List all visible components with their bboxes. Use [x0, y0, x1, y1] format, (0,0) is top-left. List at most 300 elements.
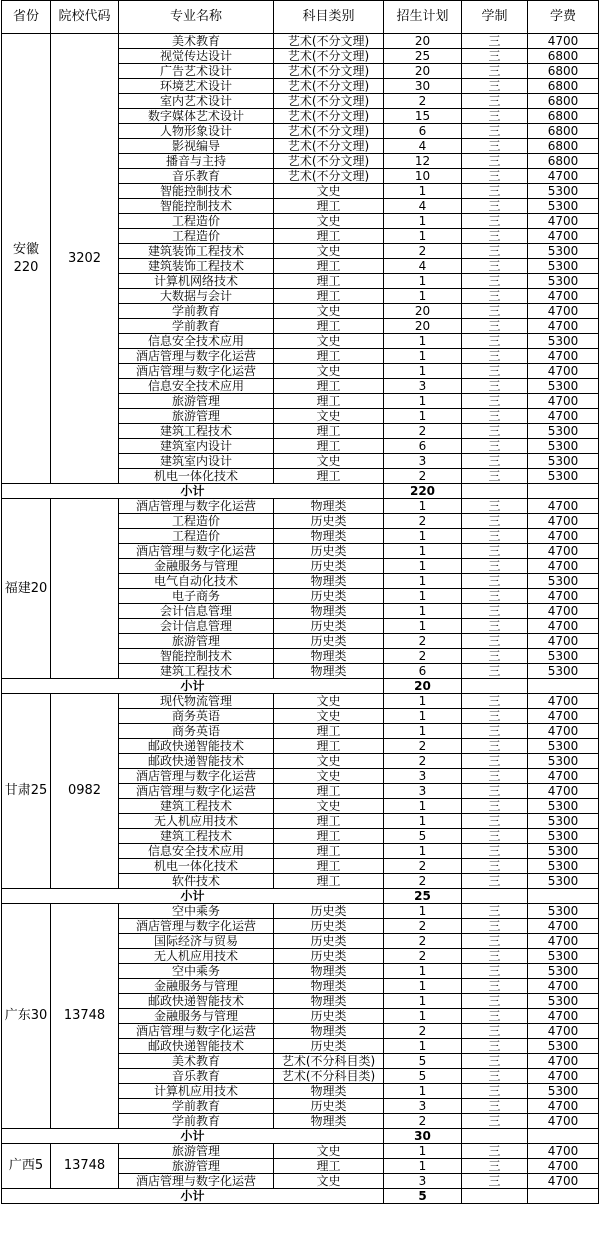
subject-category-cell: 文史 [274, 1144, 384, 1159]
subject-category-cell: 艺术(不分文理) [274, 139, 384, 154]
subject-category-cell: 艺术(不分文理) [274, 109, 384, 124]
duration-cell: 三 [462, 739, 528, 754]
subject-category-cell: 理工 [274, 469, 384, 484]
tuition-cell: 5300 [528, 829, 599, 844]
major-name-cell: 学前教育 [119, 1099, 274, 1114]
enrollment-plan-cell: 2 [384, 754, 462, 769]
tuition-cell: 4700 [528, 304, 599, 319]
tuition-cell: 4700 [528, 634, 599, 649]
column-header: 院校代码 [51, 1, 119, 34]
subject-category-cell: 历史类 [274, 589, 384, 604]
subject-category-cell: 历史类 [274, 934, 384, 949]
subtotal-empty [528, 1189, 599, 1204]
subject-category-cell: 理工 [274, 439, 384, 454]
enrollment-plan-cell: 2 [384, 934, 462, 949]
tuition-cell: 5300 [528, 424, 599, 439]
duration-cell: 三 [462, 589, 528, 604]
major-name-cell: 邮政快递智能技术 [119, 994, 274, 1009]
major-name-cell: 邮政快递智能技术 [119, 1039, 274, 1054]
duration-cell: 三 [462, 709, 528, 724]
tuition-cell: 5300 [528, 844, 599, 859]
subject-category-cell: 艺术(不分文理) [274, 94, 384, 109]
enrollment-plan-cell: 1 [384, 619, 462, 634]
duration-cell: 三 [462, 184, 528, 199]
duration-cell: 三 [462, 664, 528, 679]
major-name-cell: 建筑装饰工程技术 [119, 244, 274, 259]
duration-cell: 三 [462, 409, 528, 424]
major-name-cell: 软件技术 [119, 874, 274, 889]
enrollment-plan-cell: 2 [384, 919, 462, 934]
duration-cell: 三 [462, 1144, 528, 1159]
major-name-cell: 酒店管理与数字化运营 [119, 1174, 274, 1189]
subtotal-empty [462, 679, 528, 694]
tuition-cell: 4700 [528, 1144, 599, 1159]
duration-cell: 三 [462, 454, 528, 469]
table-row [2, 499, 599, 514]
major-name-cell: 计算机应用技术 [119, 1084, 274, 1099]
enrollment-plan-cell: 2 [384, 469, 462, 484]
enrollment-plan-cell: 4 [384, 199, 462, 214]
subject-category-cell: 理工 [274, 394, 384, 409]
major-name-cell: 美术教育 [119, 34, 274, 49]
column-header: 省份 [2, 1, 51, 34]
enrollment-plan-cell: 1 [384, 529, 462, 544]
major-name-cell: 机电一体化技术 [119, 469, 274, 484]
subject-category-cell: 文史 [274, 799, 384, 814]
duration-cell: 三 [462, 49, 528, 64]
enrollment-plan-cell: 1 [384, 334, 462, 349]
major-name-cell: 视觉传达设计 [119, 49, 274, 64]
major-name-cell: 大数据与会计 [119, 289, 274, 304]
tuition-cell: 4700 [528, 1069, 599, 1084]
subtotal-label: 小计 [2, 889, 384, 904]
duration-cell: 三 [462, 574, 528, 589]
enrollment-plan-cell: 5 [384, 1054, 462, 1069]
major-name-cell: 电子商务 [119, 589, 274, 604]
duration-cell: 三 [462, 154, 528, 169]
major-name-cell: 金融服务与管理 [119, 1009, 274, 1024]
duration-cell: 三 [462, 109, 528, 124]
tuition-cell: 4700 [528, 1159, 599, 1174]
major-name-cell: 学前教育 [119, 319, 274, 334]
enrollment-plan-cell: 1 [384, 1159, 462, 1174]
tuition-cell: 5300 [528, 334, 599, 349]
enrollment-plan-cell: 15 [384, 109, 462, 124]
enrollment-plan-cell: 2 [384, 634, 462, 649]
tuition-cell: 4700 [528, 289, 599, 304]
province-cell: 安徽 220 [2, 34, 51, 484]
subject-category-cell: 理工 [274, 379, 384, 394]
enrollment-plan-cell: 25 [384, 49, 462, 64]
duration-cell: 三 [462, 424, 528, 439]
tuition-cell: 5300 [528, 259, 599, 274]
subject-category-cell: 物理类 [274, 574, 384, 589]
duration-cell: 三 [462, 499, 528, 514]
header-row [2, 1, 599, 34]
major-name-cell: 智能控制技术 [119, 199, 274, 214]
major-name-cell: 现代物流管理 [119, 694, 274, 709]
major-name-cell: 酒店管理与数字化运营 [119, 769, 274, 784]
enrollment-plan-cell: 1 [384, 1039, 462, 1054]
major-name-cell: 播音与主持 [119, 154, 274, 169]
subject-category-cell: 艺术(不分文理) [274, 79, 384, 94]
tuition-cell: 4700 [528, 1099, 599, 1114]
subject-category-cell: 文史 [274, 184, 384, 199]
subject-category-cell: 艺术(不分文理) [274, 64, 384, 79]
subject-category-cell: 理工 [274, 724, 384, 739]
school-code-cell: 13748 [51, 904, 119, 1129]
major-name-cell: 电气自动化技术 [119, 574, 274, 589]
tuition-cell: 4700 [528, 1054, 599, 1069]
subject-category-cell: 理工 [274, 289, 384, 304]
province-cell: 广东30 [2, 904, 51, 1129]
subtotal-empty [462, 484, 528, 499]
tuition-cell: 5300 [528, 649, 599, 664]
major-name-cell: 无人机应用技术 [119, 949, 274, 964]
subject-category-cell: 历史类 [274, 919, 384, 934]
enrollment-plan-cell: 1 [384, 694, 462, 709]
enrollment-plan-cell: 1 [384, 979, 462, 994]
column-header: 招生计划 [384, 1, 462, 34]
duration-cell: 三 [462, 919, 528, 934]
province-cell: 甘肃25 [2, 694, 51, 889]
subject-category-cell: 文史 [274, 334, 384, 349]
tuition-cell: 4700 [528, 229, 599, 244]
enrollment-plan-cell: 1 [384, 229, 462, 244]
subtotal-empty [528, 484, 599, 499]
enrollment-plan-cell: 1 [384, 559, 462, 574]
subject-category-cell: 文史 [274, 304, 384, 319]
duration-cell: 三 [462, 214, 528, 229]
subject-category-cell: 物理类 [274, 994, 384, 1009]
subject-category-cell: 理工 [274, 814, 384, 829]
enrollment-plan-cell: 2 [384, 874, 462, 889]
subject-category-cell: 历史类 [274, 559, 384, 574]
enrollment-plan-cell: 1 [384, 184, 462, 199]
enrollment-plan-cell: 1 [384, 289, 462, 304]
subject-category-cell: 文史 [274, 694, 384, 709]
tuition-cell: 4700 [528, 769, 599, 784]
major-name-cell: 旅游管理 [119, 634, 274, 649]
subtotal-value: 20 [384, 679, 462, 694]
duration-cell: 三 [462, 94, 528, 109]
duration-cell: 三 [462, 394, 528, 409]
major-name-cell: 旅游管理 [119, 394, 274, 409]
enrollment-plan-cell: 5 [384, 829, 462, 844]
enrollment-plan-cell: 1 [384, 589, 462, 604]
tuition-cell: 5300 [528, 1084, 599, 1099]
duration-cell: 三 [462, 874, 528, 889]
duration-cell: 三 [462, 1054, 528, 1069]
enrollment-plan-cell: 20 [384, 34, 462, 49]
tuition-cell: 5300 [528, 754, 599, 769]
duration-cell: 三 [462, 994, 528, 1009]
subject-category-cell: 文史 [274, 409, 384, 424]
major-name-cell: 计算机网络技术 [119, 274, 274, 289]
tuition-cell: 4700 [528, 1174, 599, 1189]
duration-cell: 三 [462, 244, 528, 259]
subject-category-cell: 历史类 [274, 904, 384, 919]
tuition-cell: 4700 [528, 364, 599, 379]
duration-cell: 三 [462, 859, 528, 874]
enrollment-plan-cell: 1 [384, 394, 462, 409]
tuition-cell: 4700 [528, 529, 599, 544]
tuition-cell: 4700 [528, 979, 599, 994]
tuition-cell: 5300 [528, 949, 599, 964]
major-name-cell: 信息安全技术应用 [119, 379, 274, 394]
major-name-cell: 建筑室内设计 [119, 454, 274, 469]
duration-cell: 三 [462, 514, 528, 529]
duration-cell: 三 [462, 559, 528, 574]
tuition-cell: 4700 [528, 499, 599, 514]
enrollment-plan-cell: 1 [384, 214, 462, 229]
duration-cell: 三 [462, 964, 528, 979]
major-name-cell: 机电一体化技术 [119, 859, 274, 874]
enrollment-plan-cell: 3 [384, 769, 462, 784]
major-name-cell: 国际经济与贸易 [119, 934, 274, 949]
duration-cell: 三 [462, 1159, 528, 1174]
tuition-cell: 5300 [528, 199, 599, 214]
duration-cell: 三 [462, 1084, 528, 1099]
tuition-cell: 5300 [528, 244, 599, 259]
subject-category-cell: 艺术(不分文理) [274, 49, 384, 64]
enrollment-plan-cell: 1 [384, 274, 462, 289]
tuition-cell: 5300 [528, 994, 599, 1009]
tuition-cell: 4700 [528, 319, 599, 334]
enrollment-plan-cell: 2 [384, 244, 462, 259]
tuition-cell: 5300 [528, 379, 599, 394]
subject-category-cell: 理工 [274, 274, 384, 289]
duration-cell: 三 [462, 319, 528, 334]
column-header: 科目类别 [274, 1, 384, 34]
subtotal-row [2, 484, 599, 499]
tuition-cell: 4700 [528, 544, 599, 559]
tuition-cell: 4700 [528, 934, 599, 949]
enrollment-plan-cell: 1 [384, 544, 462, 559]
major-name-cell: 工程造价 [119, 229, 274, 244]
duration-cell: 三 [462, 469, 528, 484]
tuition-cell: 4700 [528, 1024, 599, 1039]
subtotal-empty [462, 1189, 528, 1204]
table-row [2, 1144, 599, 1159]
major-name-cell: 工程造价 [119, 514, 274, 529]
duration-cell: 三 [462, 304, 528, 319]
subject-category-cell: 物理类 [274, 979, 384, 994]
enrollment-plan-cell: 2 [384, 514, 462, 529]
duration-cell: 三 [462, 949, 528, 964]
subject-category-cell: 历史类 [274, 634, 384, 649]
subject-category-cell: 理工 [274, 784, 384, 799]
enrollment-plan-cell: 3 [384, 454, 462, 469]
subject-category-cell: 物理类 [274, 1084, 384, 1099]
tuition-cell: 4700 [528, 514, 599, 529]
subject-category-cell: 艺术(不分文理) [274, 124, 384, 139]
enrollment-plan-cell: 1 [384, 574, 462, 589]
tuition-cell: 4700 [528, 214, 599, 229]
subject-category-cell: 理工 [274, 1159, 384, 1174]
duration-cell: 三 [462, 904, 528, 919]
column-header: 学制 [462, 1, 528, 34]
school-code-cell: 3202 [51, 34, 119, 484]
subtotal-row [2, 1189, 599, 1204]
tuition-cell: 6800 [528, 49, 599, 64]
tuition-cell: 6800 [528, 64, 599, 79]
duration-cell: 三 [462, 799, 528, 814]
subject-category-cell: 文史 [274, 769, 384, 784]
enrollment-plan-cell: 2 [384, 859, 462, 874]
duration-cell: 三 [462, 34, 528, 49]
subject-category-cell: 理工 [274, 349, 384, 364]
major-name-cell: 会计信息管理 [119, 619, 274, 634]
major-name-cell: 商务英语 [119, 724, 274, 739]
major-name-cell: 建筑工程技术 [119, 424, 274, 439]
subtotal-empty [528, 1129, 599, 1144]
major-name-cell: 酒店管理与数字化运营 [119, 499, 274, 514]
duration-cell: 三 [462, 289, 528, 304]
major-name-cell: 空中乘务 [119, 904, 274, 919]
enrollment-plan-cell: 5 [384, 1069, 462, 1084]
duration-cell: 三 [462, 529, 528, 544]
major-name-cell: 建筑工程技术 [119, 829, 274, 844]
major-name-cell: 工程造价 [119, 529, 274, 544]
subject-category-cell: 历史类 [274, 1009, 384, 1024]
tuition-cell: 5300 [528, 739, 599, 754]
major-name-cell: 建筑装饰工程技术 [119, 259, 274, 274]
duration-cell: 三 [462, 604, 528, 619]
tuition-cell: 6800 [528, 139, 599, 154]
enrollment-plan-cell: 3 [384, 784, 462, 799]
tuition-cell: 4700 [528, 409, 599, 424]
enrollment-plan-cell: 20 [384, 319, 462, 334]
tuition-cell: 4700 [528, 724, 599, 739]
enrollment-plan-cell: 1 [384, 904, 462, 919]
subject-category-cell: 艺术(不分文理) [274, 169, 384, 184]
subject-category-cell: 文史 [274, 709, 384, 724]
major-name-cell: 音乐教育 [119, 169, 274, 184]
major-name-cell: 信息安全技术应用 [119, 844, 274, 859]
major-name-cell: 无人机应用技术 [119, 814, 274, 829]
major-name-cell: 智能控制技术 [119, 184, 274, 199]
tuition-cell: 5300 [528, 964, 599, 979]
duration-cell: 三 [462, 124, 528, 139]
subject-category-cell: 理工 [274, 859, 384, 874]
subtotal-value: 5 [384, 1189, 462, 1204]
subject-category-cell: 历史类 [274, 544, 384, 559]
subtotal-row [2, 679, 599, 694]
subtotal-row [2, 1129, 599, 1144]
major-name-cell: 美术教育 [119, 1054, 274, 1069]
enrollment-plan-cell: 1 [384, 709, 462, 724]
enrollment-plan-cell: 1 [384, 1144, 462, 1159]
duration-cell: 三 [462, 379, 528, 394]
major-name-cell: 学前教育 [119, 1114, 274, 1129]
enrollment-plan-cell: 2 [384, 424, 462, 439]
major-name-cell: 酒店管理与数字化运营 [119, 349, 274, 364]
subject-category-cell: 理工 [274, 874, 384, 889]
enrollment-plan-cell: 1 [384, 409, 462, 424]
tuition-cell: 5300 [528, 574, 599, 589]
tuition-cell: 5300 [528, 799, 599, 814]
major-name-cell: 旅游管理 [119, 409, 274, 424]
duration-cell: 三 [462, 649, 528, 664]
subtotal-empty [462, 1129, 528, 1144]
duration-cell: 三 [462, 1039, 528, 1054]
subtotal-label: 小计 [2, 1189, 384, 1204]
duration-cell: 三 [462, 769, 528, 784]
subtotal-label: 小计 [2, 484, 384, 499]
major-name-cell: 旅游管理 [119, 1159, 274, 1174]
school-code-cell: 0982 [51, 694, 119, 889]
duration-cell: 三 [462, 349, 528, 364]
duration-cell: 三 [462, 784, 528, 799]
tuition-cell: 6800 [528, 94, 599, 109]
duration-cell: 三 [462, 139, 528, 154]
subject-category-cell: 艺术(不分文理) [274, 154, 384, 169]
enrollment-plan-cell: 1 [384, 964, 462, 979]
enrollment-plan-cell: 20 [384, 304, 462, 319]
province-cell: 福建20 [2, 499, 51, 679]
duration-cell: 三 [462, 169, 528, 184]
tuition-cell: 5300 [528, 904, 599, 919]
duration-cell: 三 [462, 1114, 528, 1129]
subtotal-value: 25 [384, 889, 462, 904]
tuition-cell: 4700 [528, 619, 599, 634]
table-row [2, 904, 599, 919]
major-name-cell: 音乐教育 [119, 1069, 274, 1084]
enrollment-plan-cell: 1 [384, 844, 462, 859]
enrollment-plan-cell: 20 [384, 64, 462, 79]
enrollment-plan-cell: 1 [384, 499, 462, 514]
subject-category-cell: 理工 [274, 829, 384, 844]
major-name-cell: 建筑工程技术 [119, 664, 274, 679]
enrollment-plan-cell: 6 [384, 439, 462, 454]
subject-category-cell: 物理类 [274, 604, 384, 619]
duration-cell: 三 [462, 1069, 528, 1084]
subject-category-cell: 理工 [274, 739, 384, 754]
duration-cell: 三 [462, 1024, 528, 1039]
subject-category-cell: 文史 [274, 364, 384, 379]
major-name-cell: 旅游管理 [119, 1144, 274, 1159]
subject-category-cell: 历史类 [274, 514, 384, 529]
subject-category-cell: 物理类 [274, 664, 384, 679]
province-cell: 广西5 [2, 1144, 51, 1189]
subject-category-cell: 历史类 [274, 1039, 384, 1054]
table-row [2, 694, 599, 709]
enrollment-plan-cell: 2 [384, 1114, 462, 1129]
tuition-cell: 6800 [528, 124, 599, 139]
duration-cell: 三 [462, 619, 528, 634]
duration-cell: 三 [462, 1174, 528, 1189]
enrollment-plan-cell: 1 [384, 1009, 462, 1024]
school-code-cell: 13748 [51, 1144, 119, 1189]
tuition-cell: 5300 [528, 814, 599, 829]
duration-cell: 三 [462, 814, 528, 829]
enrollment-plan-cell: 12 [384, 154, 462, 169]
subject-category-cell: 理工 [274, 199, 384, 214]
column-header: 专业名称 [119, 1, 274, 34]
subject-category-cell: 物理类 [274, 1114, 384, 1129]
subtotal-empty [462, 889, 528, 904]
subtotal-label: 小计 [2, 1129, 384, 1144]
subject-category-cell: 历史类 [274, 619, 384, 634]
duration-cell: 三 [462, 229, 528, 244]
tuition-cell: 4700 [528, 349, 599, 364]
duration-cell: 三 [462, 694, 528, 709]
major-name-cell: 金融服务与管理 [119, 559, 274, 574]
major-name-cell: 会计信息管理 [119, 604, 274, 619]
subject-category-cell: 艺术(不分文理) [274, 34, 384, 49]
enrollment-plan-cell: 4 [384, 259, 462, 274]
